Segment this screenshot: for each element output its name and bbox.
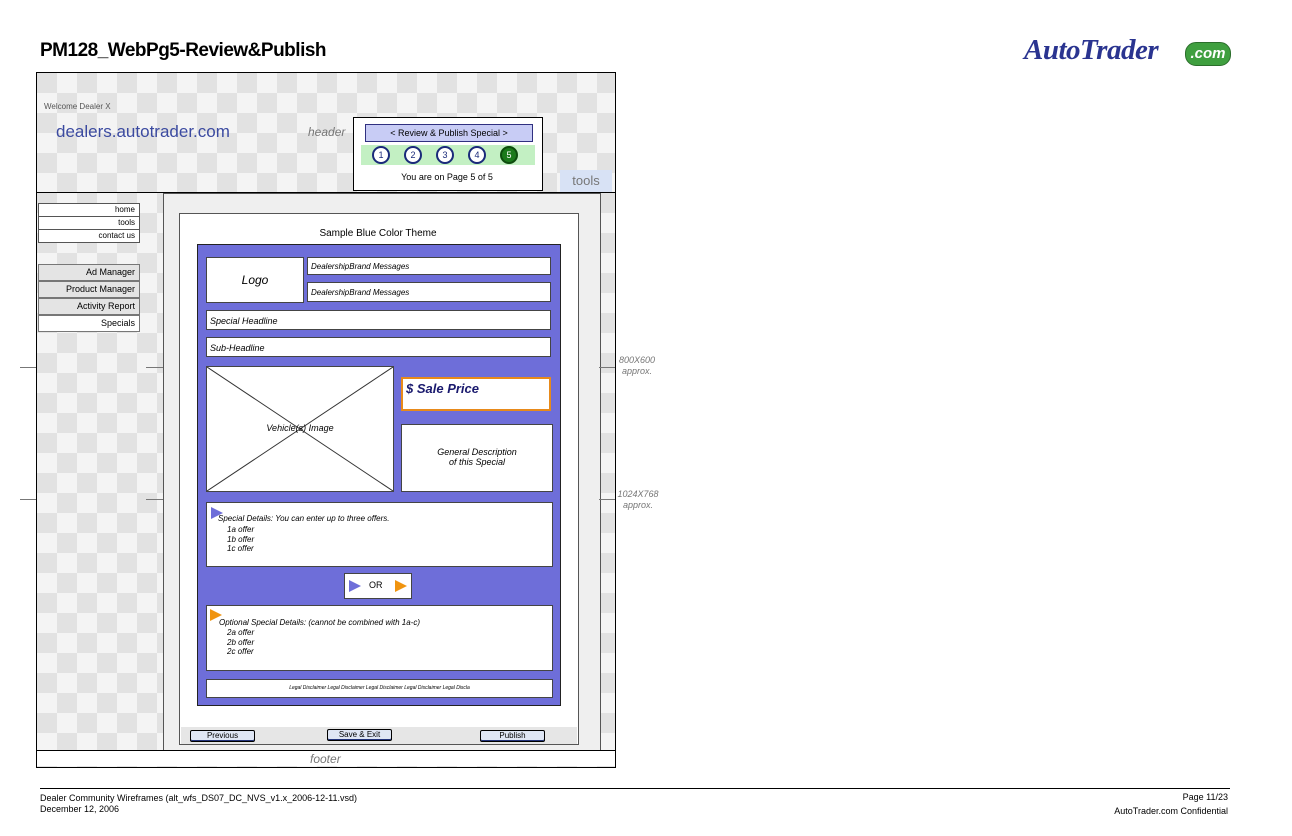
page-status: You are on Page 5 of 5	[401, 172, 493, 182]
sub-headline: Sub-Headline	[206, 337, 551, 357]
dealer-logo-placeholder: Logo	[206, 257, 304, 303]
vehicle-image-label: Vehicle(s) Image	[266, 423, 334, 433]
publish-button[interactable]: Publish	[480, 730, 545, 742]
offer-1a: 1a offer	[227, 525, 255, 534]
footer-annotation: footer	[310, 752, 341, 766]
tools-tab[interactable]: tools	[560, 170, 612, 192]
nav-tools[interactable]	[38, 216, 140, 230]
theme-label: Sample Blue Color Theme	[319, 228, 437, 239]
page-title: PM128_WebPg5-Review&Publish	[40, 40, 327, 61]
nav-contact-us[interactable]	[38, 229, 140, 243]
nav-specials[interactable]	[38, 315, 140, 332]
document-date: December 12, 2006	[40, 804, 120, 814]
resolution-1024-size: 1024X768	[617, 489, 659, 499]
resolution-800-label	[612, 355, 662, 377]
nav-activity-report-label: Activity Report	[76, 301, 135, 311]
autotrader-logo-badge: .com	[1185, 42, 1231, 66]
nav-tools-label: tools	[118, 218, 135, 227]
step-4-button[interactable]: 4	[468, 146, 486, 164]
optional-details-box	[206, 605, 553, 671]
guide-800-mid	[146, 367, 163, 368]
step-5-button[interactable]: 5	[500, 146, 518, 164]
details-title: Special Details: You can enter up to three offers.	[218, 514, 390, 523]
welcome-text: Welcome Dealer X	[44, 102, 111, 111]
save-exit-button[interactable]: Save & Exit	[327, 729, 392, 741]
nav-product-manager-label: Product Manager	[65, 284, 135, 294]
special-headline: Special Headline	[206, 310, 551, 330]
legal-disclaimer: Legal Disclaimer Legal Disclaimer Legal Disclaimer Legal Disclaimer Legal Discla	[206, 679, 553, 698]
site-name[interactable]: dealers.autotrader.com	[56, 122, 230, 141]
or-label: OR	[369, 580, 383, 590]
review-publish-button[interactable]: < Review & Publish Special >	[365, 124, 533, 142]
resolution-800-approx: approx.	[621, 366, 653, 376]
guide-1024-mid	[146, 499, 163, 500]
step-3-button[interactable]: 3	[436, 146, 454, 164]
resolution-800-size: 800X600	[618, 355, 656, 365]
step-2-button[interactable]: 2	[404, 146, 422, 164]
general-description-box	[401, 424, 553, 492]
document-page-number: Page 11/23	[1182, 792, 1228, 802]
nav-product-manager[interactable]	[38, 281, 140, 298]
nav-home[interactable]	[38, 203, 140, 217]
nav-ad-manager[interactable]	[38, 264, 140, 281]
description-line-2: of this Special	[448, 457, 506, 467]
document-footer-rule	[40, 788, 1230, 789]
document-file-name: Dealer Community Wireframes (alt_wfs_DS07_DC_NVS_v1.x_2006-12-11.vsd)	[40, 793, 357, 803]
description-line-1: General Description	[437, 447, 517, 457]
document-footer-right	[1060, 790, 1228, 818]
option-1-arrow-icon[interactable]	[349, 580, 361, 592]
resolution-1024-approx: approx.	[622, 500, 654, 510]
offer-1b: 1b offer	[227, 534, 255, 544]
special-details-box	[206, 502, 553, 567]
previous-button[interactable]: Previous	[190, 730, 255, 742]
autotrader-logo: AutoTrader	[1024, 34, 1159, 66]
brand-message-2: DealershipBrand Messages	[307, 282, 551, 302]
option-2-arrow-icon[interactable]	[395, 580, 407, 592]
offer-2a: 2a offer	[227, 628, 255, 637]
brand-message-1: DealershipBrand Messages	[307, 257, 551, 275]
or-selector	[344, 573, 412, 599]
offer-2c: 2c offer	[227, 647, 254, 656]
sale-price-label: $ Sale Price	[406, 381, 479, 396]
step-1-button[interactable]: 1	[372, 146, 390, 164]
offer-1c: 1c offer	[227, 544, 254, 553]
nav-ad-manager-label: Ad Manager	[85, 267, 135, 277]
offer-2b: 2b offer	[227, 637, 255, 647]
guide-800-left	[20, 367, 36, 368]
document-confidential: AutoTrader.com Confidential	[1114, 806, 1228, 816]
nav-specials-label: Specials	[100, 318, 135, 328]
sale-price-box	[401, 377, 551, 411]
vehicle-image-placeholder	[206, 366, 394, 492]
resolution-1024-label	[613, 489, 663, 511]
optional-title: Optional Special Details: (cannot be combined with 1a-c)	[219, 618, 420, 627]
header-annotation: header	[308, 125, 346, 139]
nav-home-label: home	[114, 205, 135, 214]
document-footer-left	[40, 793, 357, 815]
guide-1024-left	[20, 499, 36, 500]
nav-contact-label: contact us	[98, 231, 135, 240]
nav-activity-report[interactable]	[38, 298, 140, 315]
